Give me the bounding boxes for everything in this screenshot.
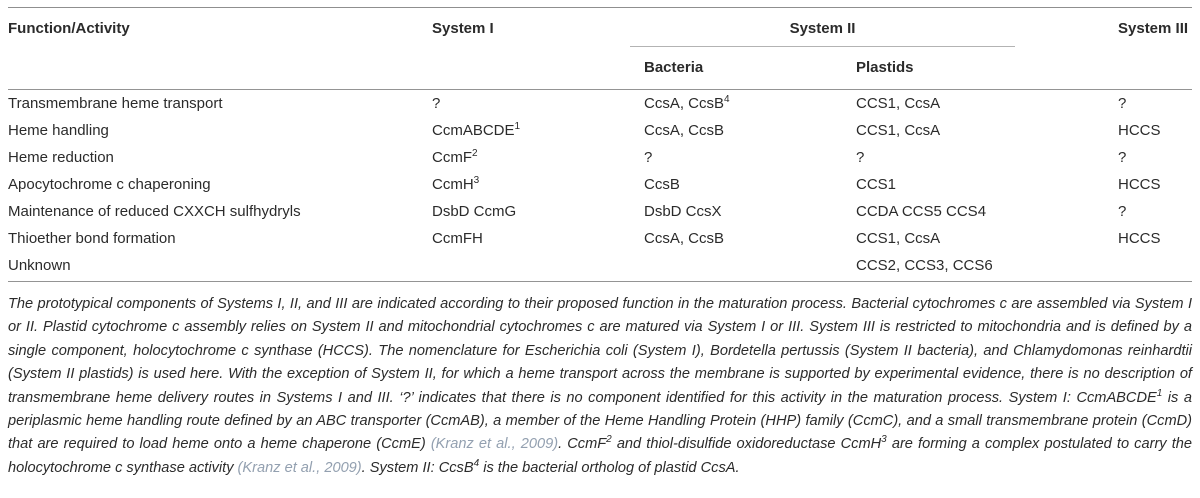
col-header-plastids: Plastids [856, 59, 914, 76]
header-row-main [8, 8, 1192, 47]
footnote-text: is a periplasmic heme handling route defined by an ABC transporter (CcmAB), a member of the Heme Handling Protein (HHP) family (CcmC), and a small transmembrane protein (CcmD) that are required to load heme onto a heme chaperone (CcmE) [8, 389, 1192, 453]
header-row-sub [8, 47, 1192, 89]
cell-function: Apocytochrome c chaperoning [8, 176, 211, 193]
footnote-text: The prototypical components of Systems I, II, and III are indicated according to their proposed function in the maturation process. Bacterial cytochromes c are assembled via System I or II. Plastid cytochrome c assembly relies on System II and mitochondrial cytochromes c are matured via System I or III. System III is restricted to mitochondria and is defined by a single component, holocytochrome c synthase (HCCS). The nomenclature for Escherichia coli (System I), Bordetella pertussis (System II bacteria), and Chlamydomonas reinhardtii (System II plastids) is used here. With the exception of System II, for which a heme transport across the membrane is supported by experimental evidence, there is no description of transmembrane heme delivery routes in Systems I and III. ‘?’ indicates that there is no component identified for this activity in the maturation process. System I: CcmABCDE [8, 296, 1192, 406]
cell-bacteria: CcsA, CcsB$^4$ [644, 95, 730, 112]
cell-system1: CcmH$^3$ [432, 176, 480, 193]
table-row [8, 144, 1192, 171]
cell-system1: CcmABCDE$^1$ [432, 122, 521, 139]
system2-group-underline [630, 20, 1015, 47]
col-header-function: Function/Activity [8, 20, 130, 37]
table-row [8, 171, 1192, 198]
footnote-superscript: 1 [1156, 387, 1163, 399]
subheader-spacer [8, 47, 432, 89]
table-row [8, 252, 1192, 279]
cell-system3: HCCS [1118, 122, 1161, 139]
table-footnote [8, 293, 1192, 480]
table-header [8, 8, 1192, 90]
cell-plastids: CCS1, CcsA [856, 122, 941, 139]
cell-system3: HCCS [1118, 176, 1161, 193]
cell-bacteria: ? [644, 149, 653, 166]
footnote-superscript: 2 [606, 434, 612, 446]
cell-bacteria: CcsB [644, 176, 680, 193]
footnote-superscript: 3 [881, 434, 887, 446]
col-header-bacteria: Bacteria [644, 59, 704, 76]
citation-link[interactable]: (Kranz et al., 2009) [237, 459, 362, 476]
cell-bacteria: DsbD CcsX [644, 203, 722, 220]
cell-system3: HCCS [1118, 230, 1161, 247]
cell-system1: CcmFH [432, 230, 483, 247]
col-header-system2: System II [789, 20, 856, 37]
col-header-system1: System I [432, 20, 494, 37]
cell-system1: DsbD CcmG [432, 203, 517, 220]
subheader-spacer [432, 47, 644, 89]
col-header-system2-group [644, 8, 1118, 47]
cell-plastids: CCDA CCS5 CCS4 [856, 203, 987, 220]
cell-system1: ? [432, 95, 441, 112]
cell-system3: ? [1118, 95, 1127, 112]
cell-function: Heme handling [8, 122, 109, 139]
subheader-spacer [1118, 47, 1192, 89]
cell-function: Thioether bond formation [8, 230, 176, 247]
cell-function: Heme reduction [8, 149, 114, 166]
cell-system1: CcmF$^2$ [432, 149, 478, 166]
cell-plastids: ? [856, 149, 865, 166]
table-row [8, 117, 1192, 144]
cell-bacteria: CcsA, CcsB [644, 122, 725, 139]
cell-plastids: CCS2, CCS3, CCS6 [856, 257, 993, 274]
table-row [8, 225, 1192, 252]
cell-system3: ? [1118, 149, 1127, 166]
footnote-text: . CcmF [558, 436, 607, 453]
table-body [8, 90, 1192, 282]
cell-plastids: CCS1 [856, 176, 897, 193]
table-row [8, 90, 1192, 117]
cell-bacteria: CcsA, CcsB [644, 230, 725, 247]
cell-plastids: CCS1, CcsA [856, 230, 941, 247]
cell-function: Unknown [8, 257, 71, 274]
cell-system3: ? [1118, 203, 1127, 220]
cell-function: Maintenance of reduced CXXCH sulfhydryls [8, 203, 301, 220]
footnote-text: are forming a complex postulated to carry the holocytochrome c synthase activity [8, 436, 1192, 476]
footnote-text: is the bacterial ortholog of plastid CcsA. [479, 459, 740, 476]
table-row [8, 198, 1192, 225]
col-header-system3: System III [1118, 20, 1189, 37]
footnote-text: . System II: CcsB [361, 459, 474, 476]
cell-function: Transmembrane heme transport [8, 95, 223, 112]
maturation-systems-table [8, 7, 1192, 282]
cell-plastids: CCS1, CcsA [856, 95, 941, 112]
footnote-text: and thiol-disulfide oxidoreductase CcmH [611, 436, 882, 453]
citation-link[interactable]: (Kranz et al., 2009) [430, 436, 559, 453]
footnote-superscript: 4 [473, 457, 480, 469]
